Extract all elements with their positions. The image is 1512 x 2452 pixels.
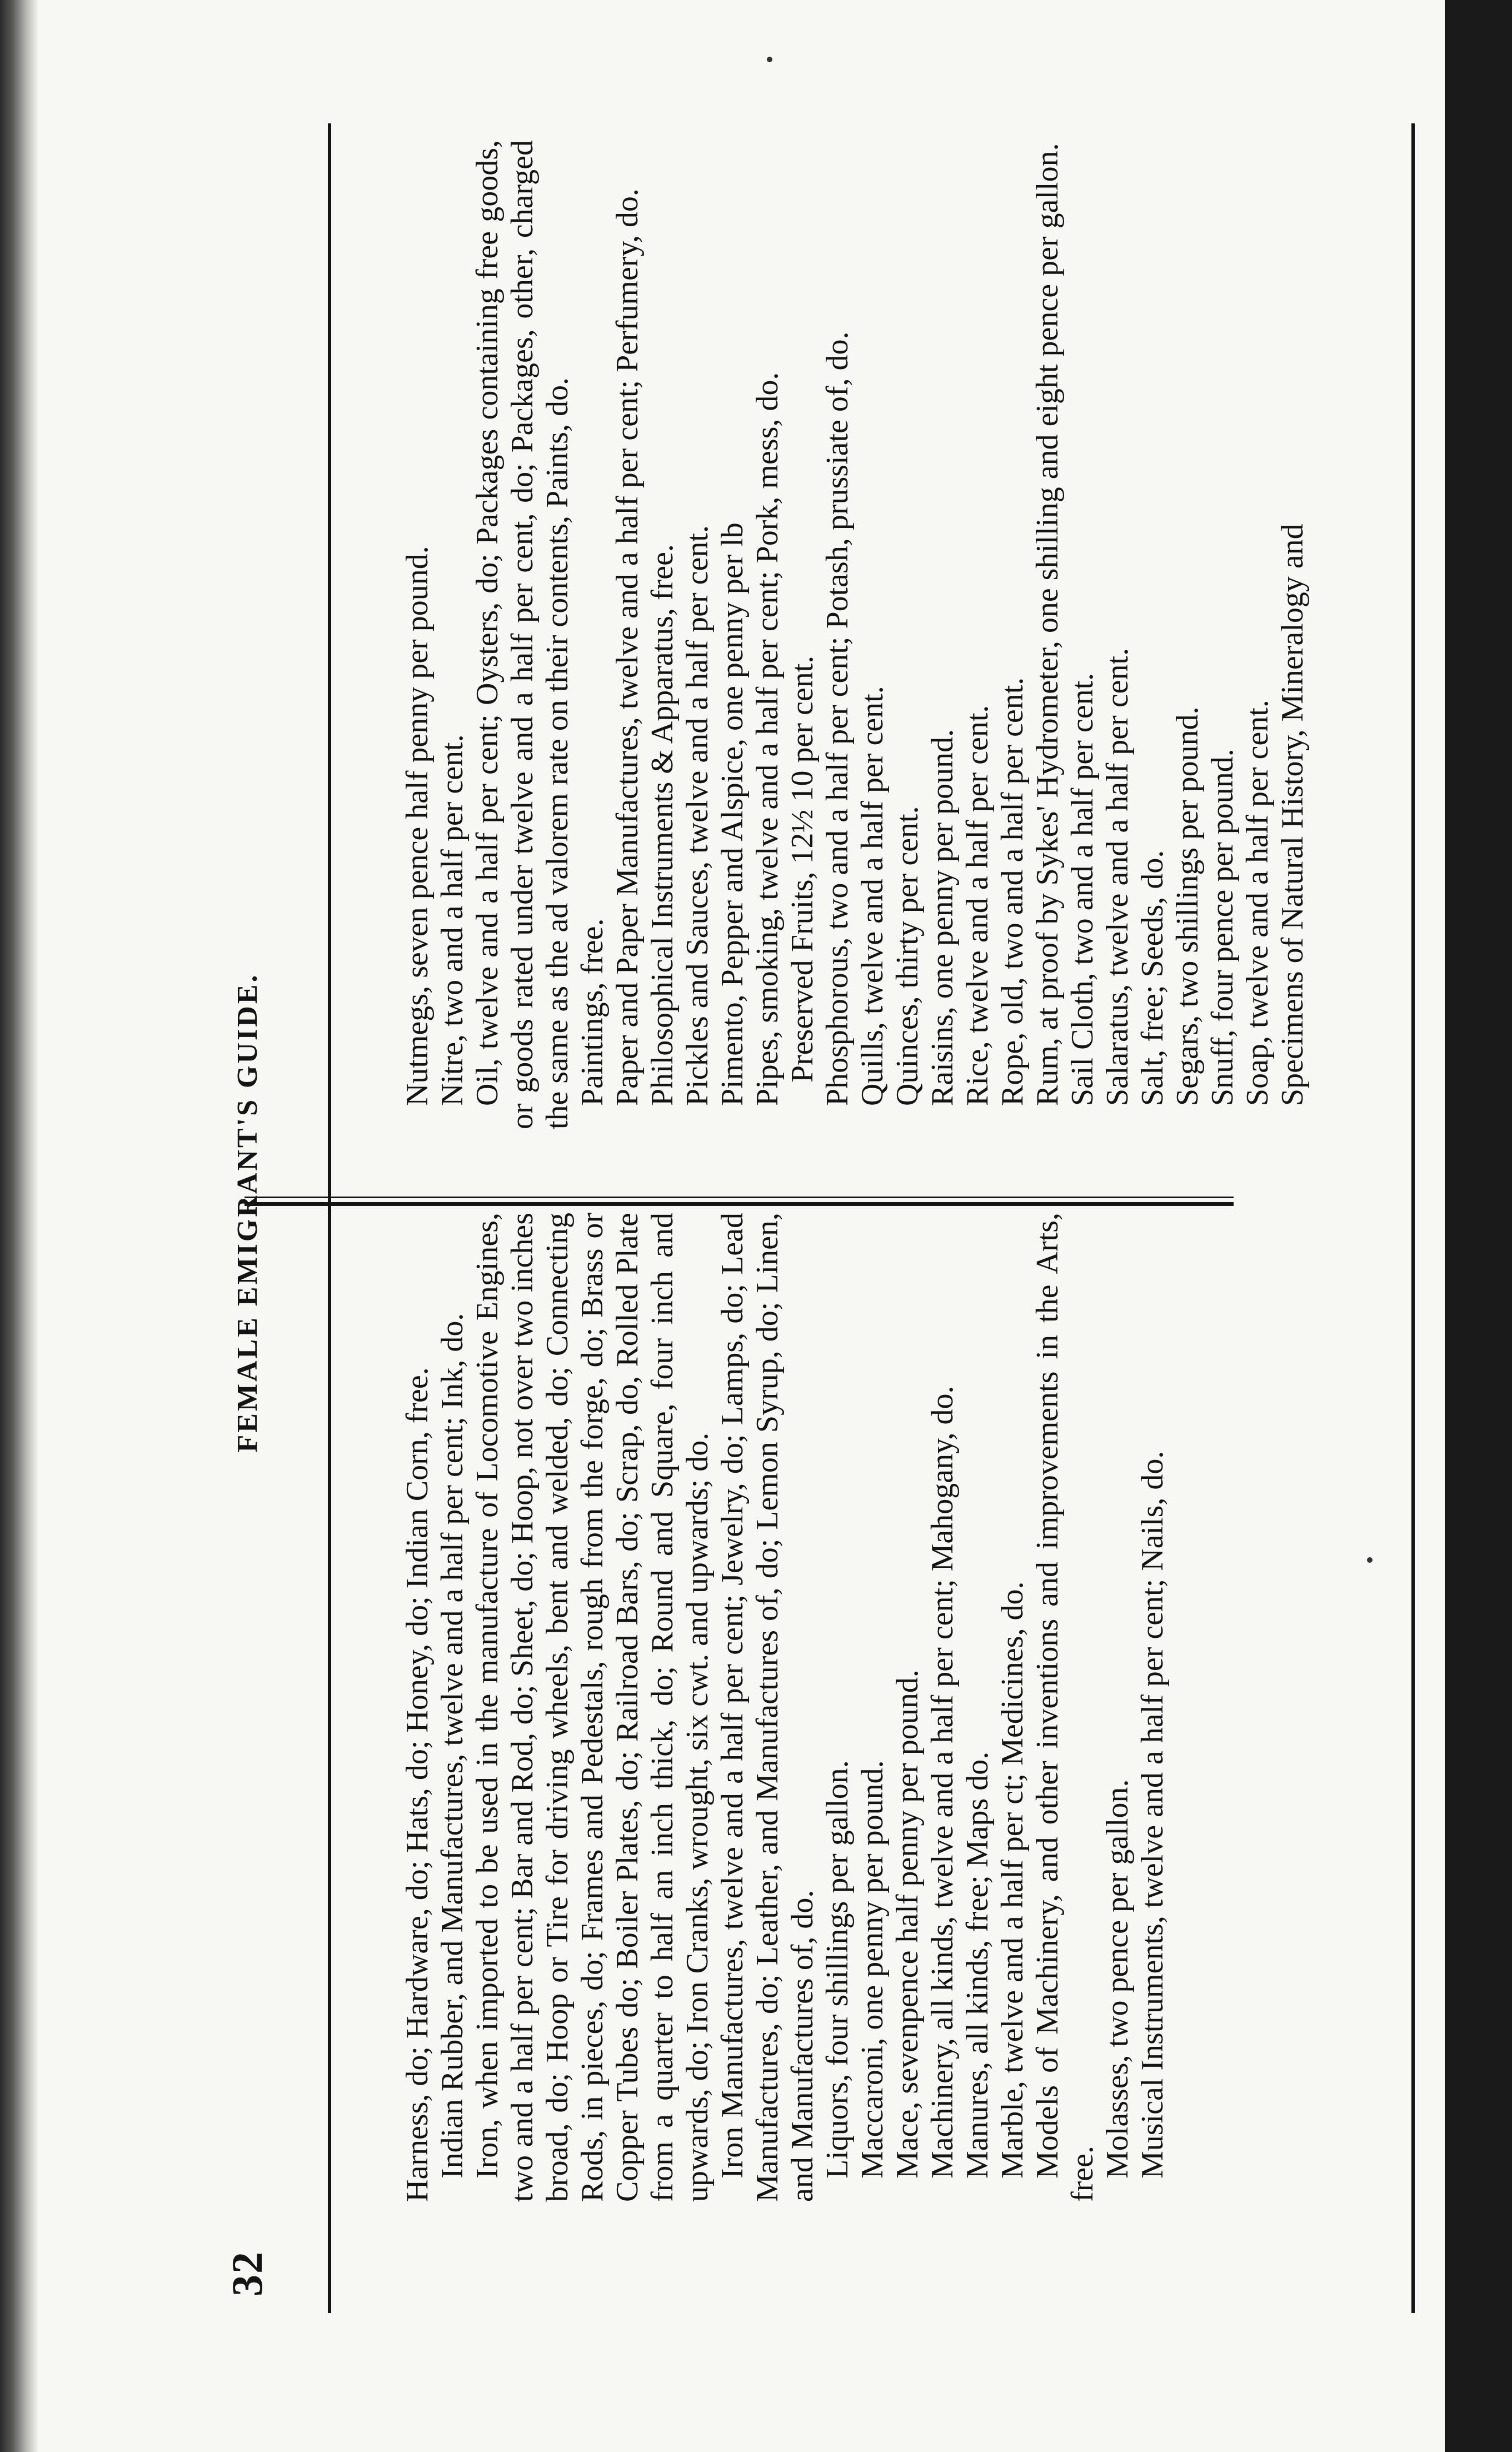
print-speck <box>1367 1557 1373 1563</box>
right-column-paragraph: Sail Cloth, two and a half per cent. <box>1065 672 1100 1106</box>
right-column-paragraph: Preserved Fruits, 12½ 10 per cent. <box>785 655 820 1083</box>
right-column-paragraph: Pipes, smoking, twelve and a half per cent; Pork, mess, do. <box>750 372 785 1106</box>
left-column-paragraph: Iron Manufactures, twelve and a half per cent; Jewelry, do; Lamps, do; Lead Manufactures, do; Leather, and Manufactures of, do; Lemon Syrup, do; Linen, and Manufactures of, do. <box>715 1213 820 2202</box>
left-column-paragraph: Marble, twelve and a half per ct; Medicines, do. <box>995 1581 1030 2179</box>
left-column-paragraph: Models of Machinery, and other inventions and improvements in the Arts, free. <box>1030 1213 1100 2202</box>
right-column-paragraph: Phosphorous, two and a half per cent; Potash, prussiate of, do. <box>820 331 855 1106</box>
right-column-paragraph: Quinces, thirty per cent. <box>890 806 925 1106</box>
left-column-paragraph: Machinery, all kinds, twelve and a half per cent; Mahogany, do. <box>925 1386 960 2179</box>
right-column-paragraph: Rice, twelve and a half per cent. <box>960 705 995 1106</box>
right-column-paragraph: Soap, twelve and a half per cent. <box>1240 700 1275 1106</box>
left-column-paragraph: Mace, sevenpence half penny per pound. <box>890 1669 925 2179</box>
right-column <box>400 140 1310 1129</box>
right-column-paragraph: Paper and Paper Manufactures, twelve and a half per cent; Perfumery, do. <box>610 188 645 1106</box>
print-speck <box>767 57 772 62</box>
left-column-paragraph: Harness, do; Hardware, do; Hats, do; Honey, do; Indian Corn, free. <box>400 1367 435 2202</box>
column-divider <box>244 1202 1234 1206</box>
right-column-paragraph: Salaratus, twelve and a half per cent. <box>1100 647 1135 1106</box>
right-column-paragraph: Oil, twelve and a half per cent; Oysters, do; Packages containing free goods, or goods rated under twelve and a half per cent, do; Packages, other, charged the same as the ad valorem rate on their contents, Paints, do. <box>470 140 575 1129</box>
left-column-paragraph: Iron, when imported to be used in the manufacture of Locomotive Engines, two and a half per cent; Bar and Rod, do; Sheet, do; Hoop, not over two inches broad, do; Hoop or Tire for driving wheels, bent and welded, do; Connecting Rods, in pieces, do; Frames and Pedestals, rough from the forge, do; Brass or Copper Tubes do; Boiler Plates, do; Railroad Bars, do; Scrap, do, Rolled Plate from a quarter to half an inch thick, do; Round and Square, four inch and upwards, do; Iron Cranks, wrought, six cwt. and upwards; do. <box>470 1213 715 2202</box>
right-column-paragraph: Raisins, one penny per pound. <box>925 729 960 1106</box>
right-column-paragraph: Salt, free; Seeds, do. <box>1135 850 1170 1106</box>
right-column-paragraph: Nitre, two and a half per cent. <box>435 734 470 1106</box>
left-column-paragraph: Indian Rubber, and Manufactures, twelve and a half per cent; Ink, do. <box>435 1313 470 2179</box>
right-column-paragraph: Rum, at proof by Sykes' Hydrometer, one shilling and eight pence per gallon. <box>1030 143 1065 1106</box>
left-column <box>400 1213 1170 2202</box>
right-column-paragraph: Paintings, free. <box>575 918 610 1106</box>
header-rule <box>328 123 331 2313</box>
column-divider-thin <box>244 1197 1234 1198</box>
page-number: 32 <box>223 2251 271 2296</box>
right-column-paragraph: Philosophical Instruments & Apparatus, free. <box>645 544 680 1106</box>
right-column-paragraph: Nutmegs, seven pence half penny per pound. <box>400 546 435 1106</box>
right-column-paragraph: Quills, twelve and a half per cent. <box>855 686 890 1106</box>
left-column-paragraph: Liquors, four shillings per gallon. <box>820 1760 855 2179</box>
right-column-paragraph: Pickles and Sauces, twelve and a half per cent. <box>680 525 715 1106</box>
right-column-paragraph: Snuff, four pence per pound. <box>1205 749 1240 1106</box>
footer-rule <box>1411 123 1415 2313</box>
left-column-paragraph: Musical Instruments, twelve and a half per cent; Nails, do. <box>1135 1451 1170 2179</box>
left-column-paragraph: Molasses, two pence per gallon. <box>1100 1779 1135 2179</box>
right-column-paragraph: Pimento, Pepper and Alspice, one penny per lb <box>715 522 750 1106</box>
running-title: FEMALE EMIGRANT'S GUIDE. <box>232 973 263 1453</box>
left-column-paragraph: Manures, all kinds, free; Maps do. <box>960 1751 995 2179</box>
running-head <box>222 129 283 2296</box>
left-column-paragraph: Maccaroni, one penny per pound. <box>855 1760 890 2179</box>
right-column-paragraph: Segars, two shillings per pound. <box>1170 706 1205 1106</box>
right-column-paragraph: Specimens of Natural History, Mineralogy and <box>1275 524 1310 1106</box>
right-column-paragraph: Rope, old, two and a half per cent. <box>995 677 1030 1106</box>
